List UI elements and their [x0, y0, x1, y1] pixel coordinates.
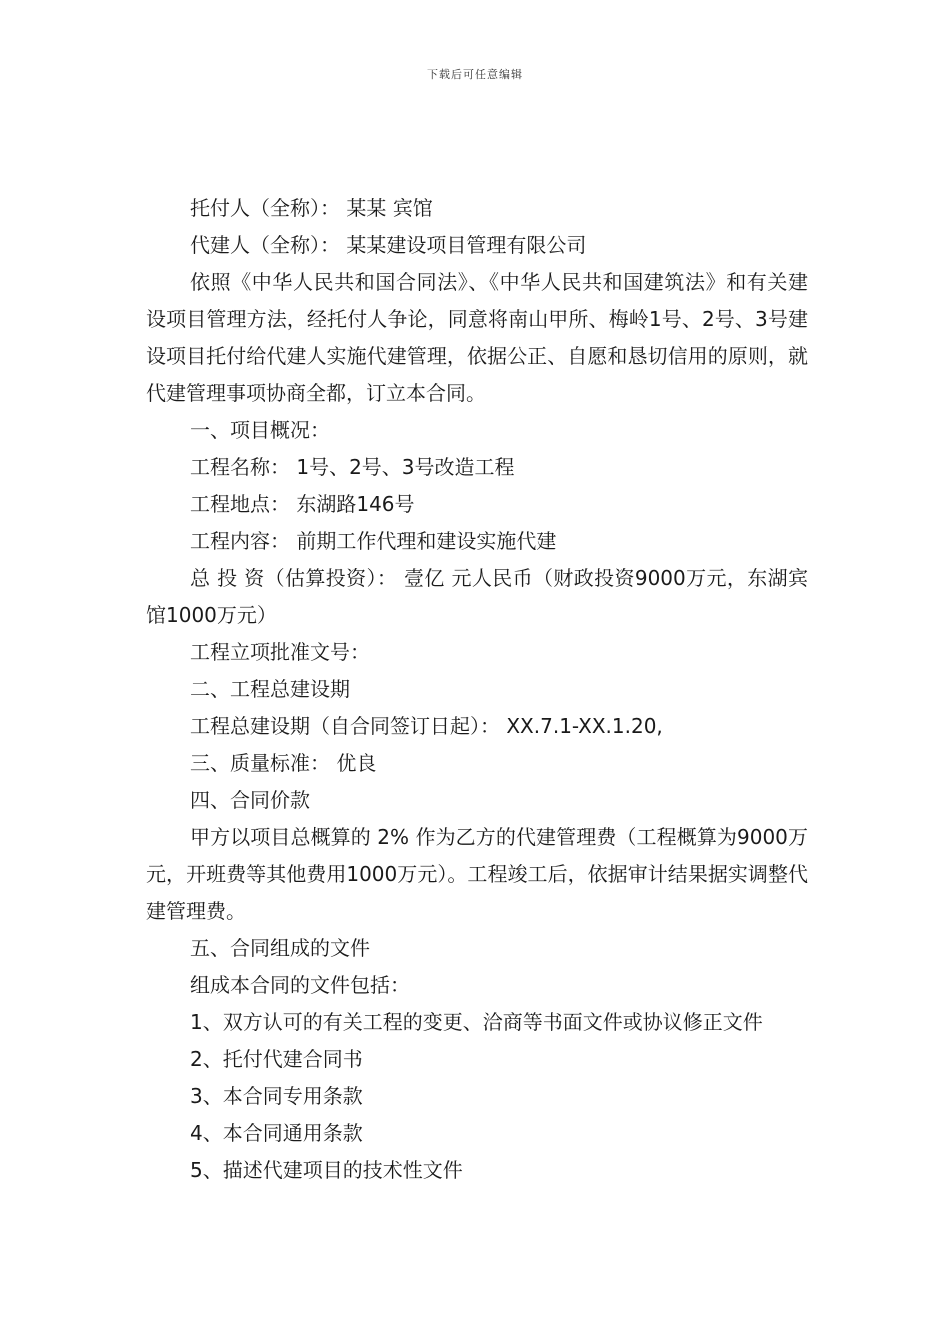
contract-documents-intro: 组成本合同的文件包括： — [190, 973, 410, 997]
document-list-item-1: 1、双方认可的有关工程的变更、洽商等书面文件或协议修正文件 — [190, 1010, 763, 1034]
quality-standard-line: 三、质量标准： 优良 — [190, 751, 377, 775]
document-list-item-2: 2、托付代建合同书 — [190, 1047, 363, 1071]
total-investment-line: 总 投 资（估算投资）： 壹亿 元人民币（财政投资9000万元，东湖宾馆1000万元） — [146, 566, 808, 627]
section-heading-contract-documents: 五、合同组成的文件 — [190, 936, 370, 960]
page-header-note: 下载后可任意编辑 — [427, 68, 523, 81]
agent-party-line: 代建人（全称）： 某某建设项目管理有限公司 — [190, 233, 587, 257]
document-list-item-4: 4、本合同通用条款 — [190, 1121, 363, 1145]
project-location-line: 工程地点： 东湖路146号 — [190, 492, 415, 516]
document-list-item-5: 5、描述代建项目的技术性文件 — [190, 1158, 463, 1182]
preamble-paragraph: 依照《中华人民共和国合同法》、《中华人民共和国建筑法》和有关建设项目管理方法，经托付人争论，同意将南山甲所、梅岭1号、2号、3号建设项目托付给代建人实施代建管理，依据公正、自愿和恳切信用的原则，就代建管理事项协商全都，订立本合同。 — [146, 270, 808, 405]
section-heading-project-overview: 一、项目概况： — [190, 418, 330, 442]
entrusting-party-line: 托付人（全称）： 某某 宾馆 — [190, 196, 433, 220]
contract-price-paragraph: 甲方以项目总概算的 2% 作为乙方的代建管理费（工程概算为9000万元，开班费等其他费用1000万元）。工程竣工后，依据审计结果据实调整代建管理费。 — [146, 825, 808, 923]
project-content-line: 工程内容： 前期工作代理和建设实施代建 — [190, 529, 557, 553]
document-body — [146, 190, 808, 1189]
construction-period-line: 工程总建设期（自合同签订日起）： XX.7.1-XX.1.20, — [190, 714, 663, 738]
approval-number-line: 工程立项批准文号： — [190, 640, 370, 664]
section-heading-contract-price: 四、合同价款 — [190, 788, 310, 812]
project-name-line: 工程名称： 1号、2号、3号改造工程 — [190, 455, 515, 479]
section-heading-construction-period: 二、工程总建设期 — [190, 677, 350, 701]
document-list-item-3: 3、本合同专用条款 — [190, 1084, 363, 1108]
